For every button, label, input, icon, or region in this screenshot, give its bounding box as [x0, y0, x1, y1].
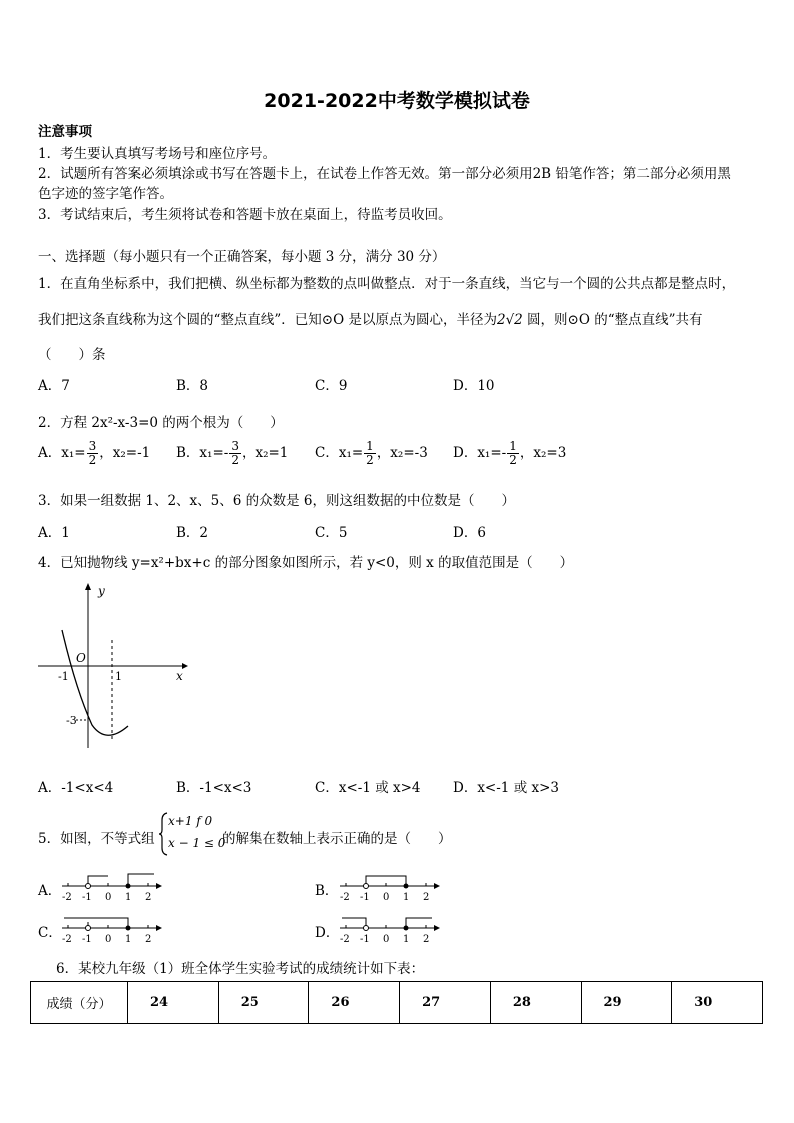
- table-cell: 29: [581, 982, 672, 1024]
- section-heading: 一、选择题（每小题只有一个正确答案，每小题 3 分，满分 30 分）: [38, 249, 446, 265]
- q1-option-d: D．10: [453, 378, 495, 394]
- tick-label: 1: [125, 934, 132, 945]
- q5-option-c-letter: C．: [38, 925, 62, 941]
- tick-label: -2: [340, 934, 350, 945]
- q4-option-c: C．x<-1 或 x>4: [315, 780, 421, 796]
- tick-label: -1: [82, 892, 92, 903]
- parabola-graph: [36, 580, 196, 750]
- tick-label-neg3: -3: [66, 714, 77, 727]
- q2-d-fraction: [507, 440, 519, 467]
- table-cell: 28: [490, 982, 581, 1024]
- table-row: [31, 982, 763, 1024]
- numerator: 3: [88, 439, 97, 453]
- notice-item: 1．考生要认真填写考场号和座位序号。: [38, 146, 277, 162]
- q3-option-d: D．6: [453, 525, 486, 541]
- q3-option-b: B．2: [176, 525, 209, 541]
- y-label: y: [98, 584, 105, 598]
- q3-option-c: C．5: [315, 525, 348, 541]
- tick-label-neg1: -1: [58, 670, 69, 683]
- q3-option-a: A．1: [38, 525, 70, 541]
- q1-option-a: A．7: [38, 378, 70, 394]
- inequality-2: x − 1 ≤ 0: [168, 836, 226, 850]
- closed-point: [126, 884, 131, 889]
- q2-b-rest: ，x₂=1: [241, 445, 289, 461]
- closed-point: [404, 884, 409, 889]
- tick-label: -1: [360, 934, 370, 945]
- ray-right: [406, 918, 432, 928]
- notice-heading: 注意事项: [38, 124, 92, 140]
- q5-option-a-letter: A．: [38, 883, 62, 899]
- q4-stem: 4．已知抛物线 y=x²+bx+c 的部分图象如图所示，若 y<0，则 x 的取值范围是（ ）: [38, 555, 574, 571]
- tick-label: 0: [105, 892, 112, 903]
- q5-option-d-letter: D．: [315, 925, 340, 941]
- open-point: [364, 884, 369, 889]
- notice-item: 3．考试结束后，考生须将试卷和答题卡放在桌面上，待监考员收回。: [38, 207, 452, 223]
- q2-c-prefix: C．x₁=: [315, 445, 364, 461]
- numerator: 3: [231, 439, 239, 453]
- denominator: 2: [366, 453, 374, 467]
- tick-label: 0: [383, 934, 390, 945]
- ray-left: [88, 876, 108, 886]
- ray: [64, 918, 128, 928]
- tick-label: -1: [82, 934, 92, 945]
- number-line-d: [338, 912, 442, 946]
- q1-option-b: B．8: [176, 378, 209, 394]
- denominator: 2: [88, 453, 97, 467]
- q5-option-b-letter: B．: [315, 883, 339, 899]
- x-label: x: [176, 669, 183, 683]
- y-axis-arrow: [85, 583, 91, 590]
- q6-stem: 6．某校九年级（1）班全体学生实验考试的成绩统计如下表：: [56, 961, 425, 977]
- table-cell: 26: [309, 982, 400, 1024]
- open-point: [364, 926, 369, 931]
- q2-option-d: [453, 440, 566, 467]
- inequality-1: x+1 f 0: [168, 814, 213, 828]
- q1-line1: 1．在直角坐标系中，我们把横、纵坐标都为整数的点叫做整点．对于一条直线，当它与一个圆的公共点都是整点时，: [38, 276, 736, 292]
- q4-option-a: A．-1<x<4: [38, 780, 114, 796]
- tick-label: 2: [423, 892, 430, 903]
- q1-option-c: C．9: [315, 378, 348, 394]
- score-table: [30, 981, 763, 1024]
- q2-c-fraction: [364, 440, 376, 467]
- table-header-cell: 成绩（分）: [31, 982, 128, 1024]
- closed-point: [126, 926, 131, 931]
- q2-option-a: [38, 440, 150, 467]
- tick-label: -1: [360, 892, 370, 903]
- number-line-b: [338, 870, 442, 904]
- number-line-a: [60, 870, 164, 904]
- tick-label: 1: [403, 934, 410, 945]
- table-cell: 27: [400, 982, 491, 1024]
- table-cell: 30: [672, 982, 763, 1024]
- q2-a-fraction: [87, 440, 99, 467]
- notice-item: 2．试题所有答案必须填涂或书写在答题卡上，在试卷上作答无效。第一部分必须用2B 铅笔作答；第二部分必须用黑: [38, 166, 731, 182]
- numerator: 1: [509, 439, 517, 453]
- numerator: 1: [366, 439, 374, 453]
- tick-label: 0: [105, 934, 112, 945]
- tick-label: 2: [423, 934, 430, 945]
- open-point: [86, 926, 91, 931]
- q2-d-rest: ，x₂=3: [519, 445, 567, 461]
- notice-item: 色字迹的签字笔作答。: [38, 186, 173, 202]
- denominator: 2: [231, 453, 239, 467]
- q2-d-prefix: D．x₁=-: [453, 445, 507, 461]
- q2-c-rest: ，x₂=-3: [376, 445, 428, 461]
- tick-label-1: 1: [115, 670, 122, 683]
- brace-icon: [158, 812, 168, 856]
- q1-line3: （ ）条: [38, 347, 106, 363]
- q2-a-rest: ，x₂=-1: [99, 445, 151, 461]
- tick-label: 0: [383, 892, 390, 903]
- page-title: 2021-2022中考数学模拟试卷: [264, 90, 530, 112]
- ray-right: [128, 874, 154, 886]
- table-cell: 25: [218, 982, 309, 1024]
- x-axis-arrow: [182, 663, 188, 669]
- tick-label: 2: [145, 892, 152, 903]
- q1-radius: 2√2: [496, 312, 523, 328]
- origin-label: O: [76, 651, 86, 665]
- tick-label: 1: [403, 892, 410, 903]
- open-point: [86, 884, 91, 889]
- tick-label: -2: [340, 892, 350, 903]
- tick-label: 2: [145, 934, 152, 945]
- q2-b-prefix: B．x₁=-: [176, 445, 229, 461]
- tick-label: -2: [62, 934, 72, 945]
- table-cell: 24: [128, 982, 219, 1024]
- q5-stem-b: 的解集在数轴上表示正确的是（ ）: [222, 831, 452, 847]
- tick-label: -2: [62, 892, 72, 903]
- q2-stem: 2．方程 2x²-x-3=0 的两个根为（ ）: [38, 415, 284, 431]
- q2-option-c: [315, 440, 428, 467]
- q2-a-prefix: A．x₁=: [38, 445, 86, 461]
- q1-line2b: 圆，则⊙O 的“整点直线”共有: [522, 312, 703, 328]
- denominator: 2: [509, 453, 517, 467]
- q2-b-fraction: [229, 440, 241, 467]
- number-line-c: [60, 912, 164, 946]
- q4-option-d: D．x<-1 或 x>3: [453, 780, 559, 796]
- q3-stem: 3．如果一组数据 1、2、x、5、6 的众数是 6，则这组数据的中位数是（ ）: [38, 493, 516, 509]
- tick-label: 1: [125, 892, 132, 903]
- q1-line2a: 我们把这条直线称为这个圆的“整点直线”．已知⊙O 是以原点为圆心，半径为: [38, 312, 497, 328]
- q5-stem-a: 5．如图，不等式组: [38, 831, 155, 847]
- inequality-system: [158, 812, 226, 856]
- q4-option-b: B．-1<x<3: [176, 780, 252, 796]
- q2-option-b: [176, 440, 288, 467]
- q1-line2: [38, 308, 703, 328]
- closed-point: [404, 926, 409, 931]
